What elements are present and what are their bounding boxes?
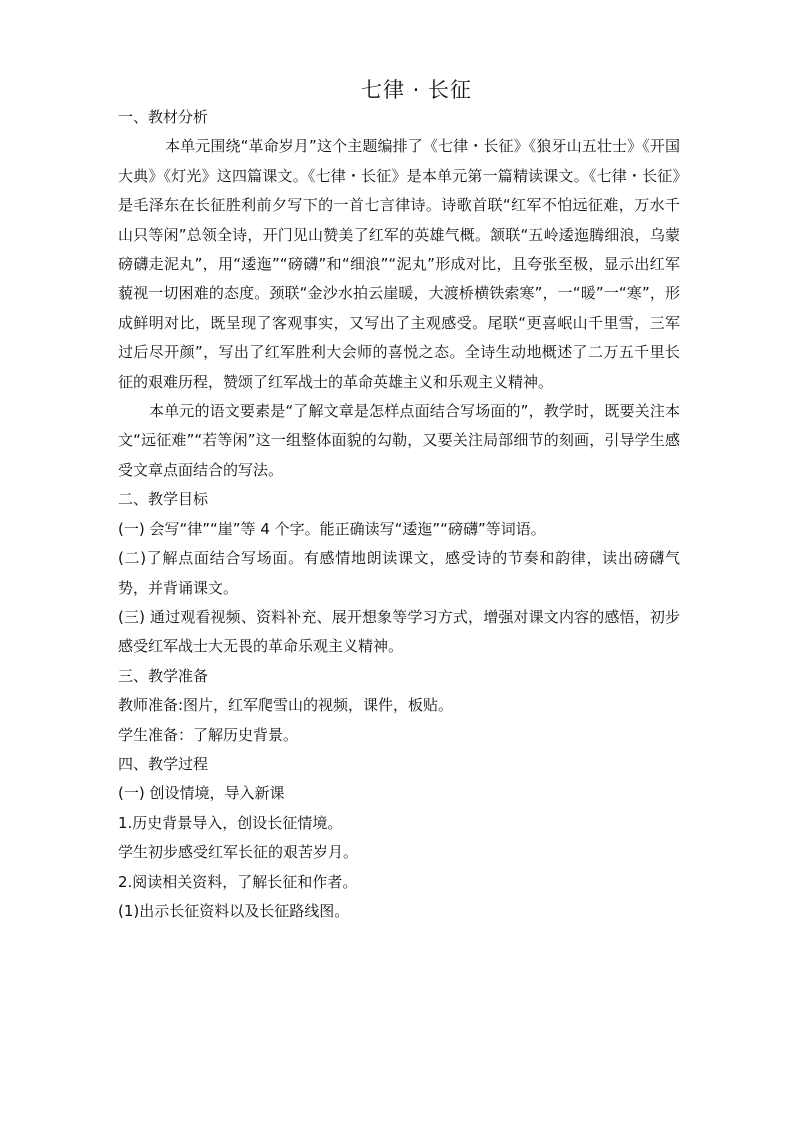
analysis-paragraph-2: 本单元的语文要素是“了解文章是怎样点面结合写场面的”，教学时，既要关注本文“远征难”“若等闲”这一组整体面貌的勾勒，又要关注局部细节的刻画，引导学生感受文章点面结合的写法。 — [118, 402, 680, 479]
teacher-preparation: 教师准备:图片，红军爬雪山的视频，课件，板贴。 — [118, 696, 454, 715]
process-step-1-note: 学生初步感受红军长征的艰苦岁月。 — [118, 843, 359, 862]
process-step-2-1: (1)出示长征资料以及长征路线图。 — [118, 901, 350, 920]
goal-item-3: (三) 通过观看视频、资料补充、展开想象等学习方式，增强对课文内容的感悟，初步感受红军战士大无畏的革命乐观主义精神。 — [118, 607, 680, 656]
section-heading-goals: 二、教学目标 — [118, 490, 209, 509]
goal-item-2: (二)了解点面结合写场面。有感情地朗读课文，感受诗的节奏和韵律，读出磅礴气势，并背诵课文。 — [118, 549, 680, 597]
section-heading-process: 四、教学过程 — [118, 754, 209, 773]
student-preparation: 学生准备：了解历史背景。 — [118, 725, 299, 744]
goal-item-1: (一) 会写“律”“崖”等 4 个字。能正确读写“逶迤”“磅礴”等词语。 — [118, 519, 546, 538]
section-heading-preparation: 三、教学准备 — [118, 666, 209, 685]
document-title: 七律 · 长征 — [360, 78, 473, 102]
document-body — [118, 103, 680, 926]
analysis-paragraph-1: 本单元围绕“革命岁月”这个主题编排了《七律・长征》《狼牙山五壮士》《开国大典》《灯光》这四篇课文。《七律・长征》是本单元第一篇精读课文。《七律・长征》是毛泽东在长征胜利前夕写下的一首七言律诗。诗歌首联“红军不怕远征难，万水千山只等闲”总领全诗，开门见山赞美了红军的英雄气概。颔联“五岭逶迤腾细浪，乌蒙磅礴走泥丸”，用“逶迤”“磅礴”和“细浪”“泥丸”形成对比，且夸张至极，显示出红军藐视一切困难的态度。颈联“金沙水拍云崖暖，大渡桥横铁索寒”，一“暖”一“寒”，形成鲜明对比，既呈现了客观事实，又写出了主观感受。尾联“更喜岷山千里雪，三军过后尽开颜”，写出了红军胜利大会师的喜悦之态。全诗生动地概述了二万五千里长征的艰难历程，赞颂了红军战士的革命英雄主义和乐观主义精神。 — [118, 137, 680, 391]
section-heading-analysis: 一、教材分析 — [118, 108, 209, 126]
process-step-1: 1.历史背景导入，创设长征情境。 — [118, 813, 343, 832]
process-step-2: 2.阅读相关资料，了解长征和作者。 — [118, 872, 358, 891]
process-subheading-1: (一) 创设情境，导入新课 — [118, 784, 285, 803]
